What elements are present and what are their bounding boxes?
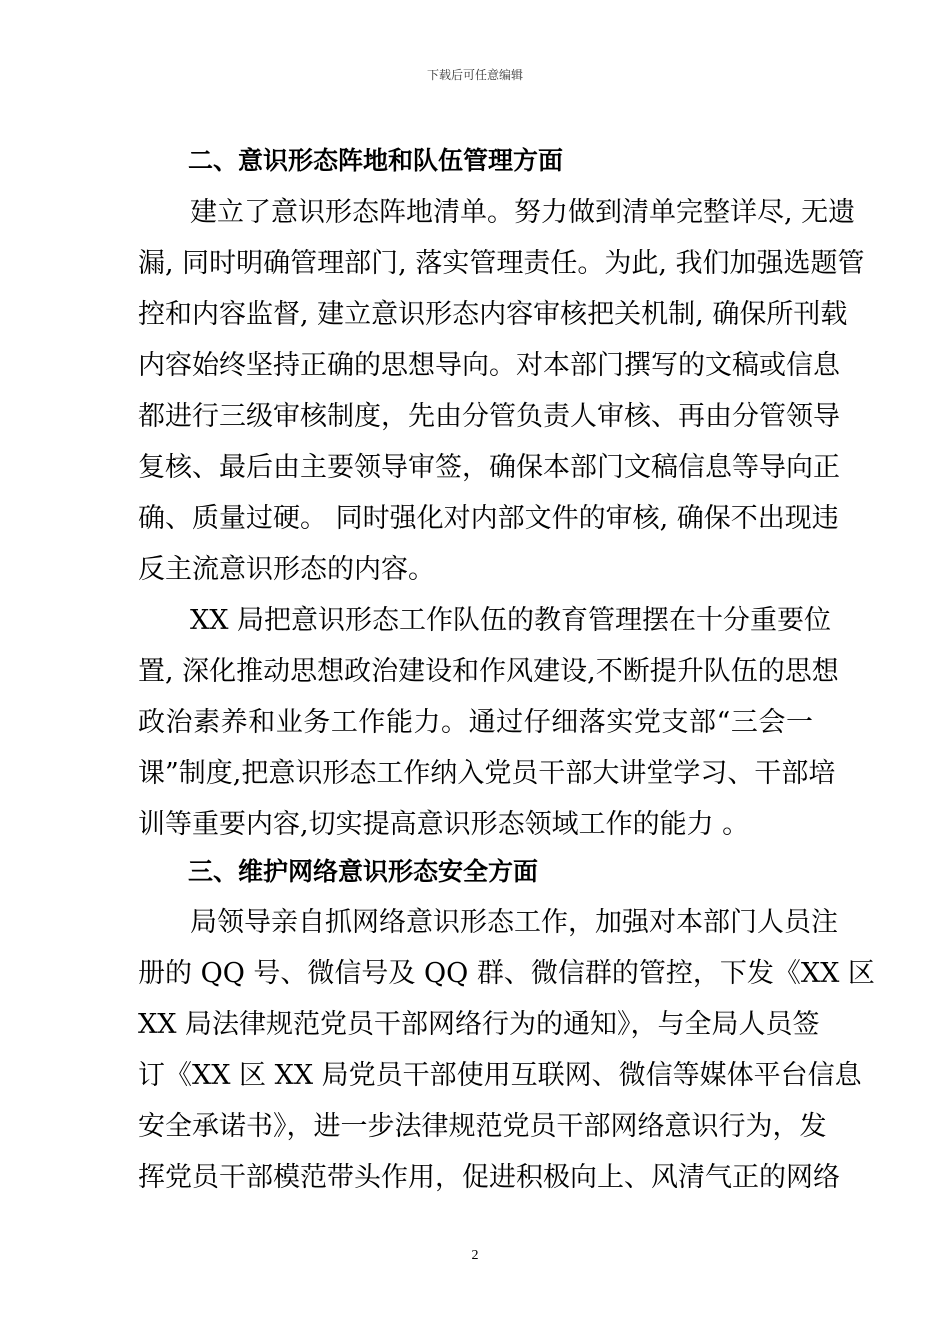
paragraph-line: 订《XX 区 XX 局党员干部使用互联网、微信等媒体平台信息 [138, 1060, 862, 1091]
page-number: 2 [471, 1248, 479, 1263]
paragraph-line: 都进行三级审核制度，先由分管负责人审核、再由分管领导 [138, 401, 840, 432]
paragraph-line: 置, 深化推动思想政治建设和作风建设,不断提升队伍的思想 [138, 656, 839, 687]
paragraph-line: 漏, 同时明确管理部门, 落实管理责任。为此, 我们加强选题管 [138, 248, 865, 279]
paragraph-line: 政治素养和业务工作能力。通过仔细落实党支部“三会一 [138, 707, 813, 738]
section-heading-3: 三、维护网络意识形态安全方面 [188, 857, 539, 886]
header-note: 下载后可任意编辑 [426, 68, 523, 82]
paragraph-line: XX 局把意识形态工作队伍的教育管理摆在十分重要位 [190, 605, 832, 636]
paragraph-line: 册的 QQ 号、微信号及 QQ 群、微信群的管控，下发《XX 区 [138, 958, 875, 989]
section-heading-2: 二、意识形态阵地和队伍管理方面 [188, 146, 564, 175]
paragraph-line: 挥党员干部模范带头作用，促进积极向上、风清气正的网络 [138, 1162, 840, 1193]
paragraph-line: 反主流意识形态的内容。 [138, 554, 435, 585]
paragraph-line: 建立了意识形态阵地清单。努力做到清单完整详尽, 无遗 [190, 197, 856, 228]
paragraph-line: 课”制度,把意识形态工作纳入党员干部大讲堂学习、干部培 [138, 758, 836, 789]
paragraph-line: XX 局法律规范党员干部网络行为的通知》，与全局人员签 [138, 1009, 820, 1040]
paragraph-line: 内容始终坚持正确的思想导向。对本部门撰写的文稿或信息 [138, 350, 840, 381]
paragraph-line: 复核、最后由主要领导审签，确保本部门文稿信息等导向正 [138, 452, 840, 483]
paragraph-line: 安全承诺书》，进一步法律规范党员干部网络意识行为，发 [138, 1111, 827, 1142]
paragraph-line: 训等重要内容,切实提高意识形态领域工作的能力 。 [138, 809, 750, 840]
paragraph-line: 局领导亲自抓网络意识形态工作，加强对本部门人员注 [190, 907, 838, 938]
paragraph-line: 确、质量过硬。 同时强化对内部文件的审核, 确保不出现违 [138, 503, 839, 534]
paragraph-line: 控和内容监督, 建立意识形态内容审核把关机制, 确保所刊载 [138, 299, 848, 330]
